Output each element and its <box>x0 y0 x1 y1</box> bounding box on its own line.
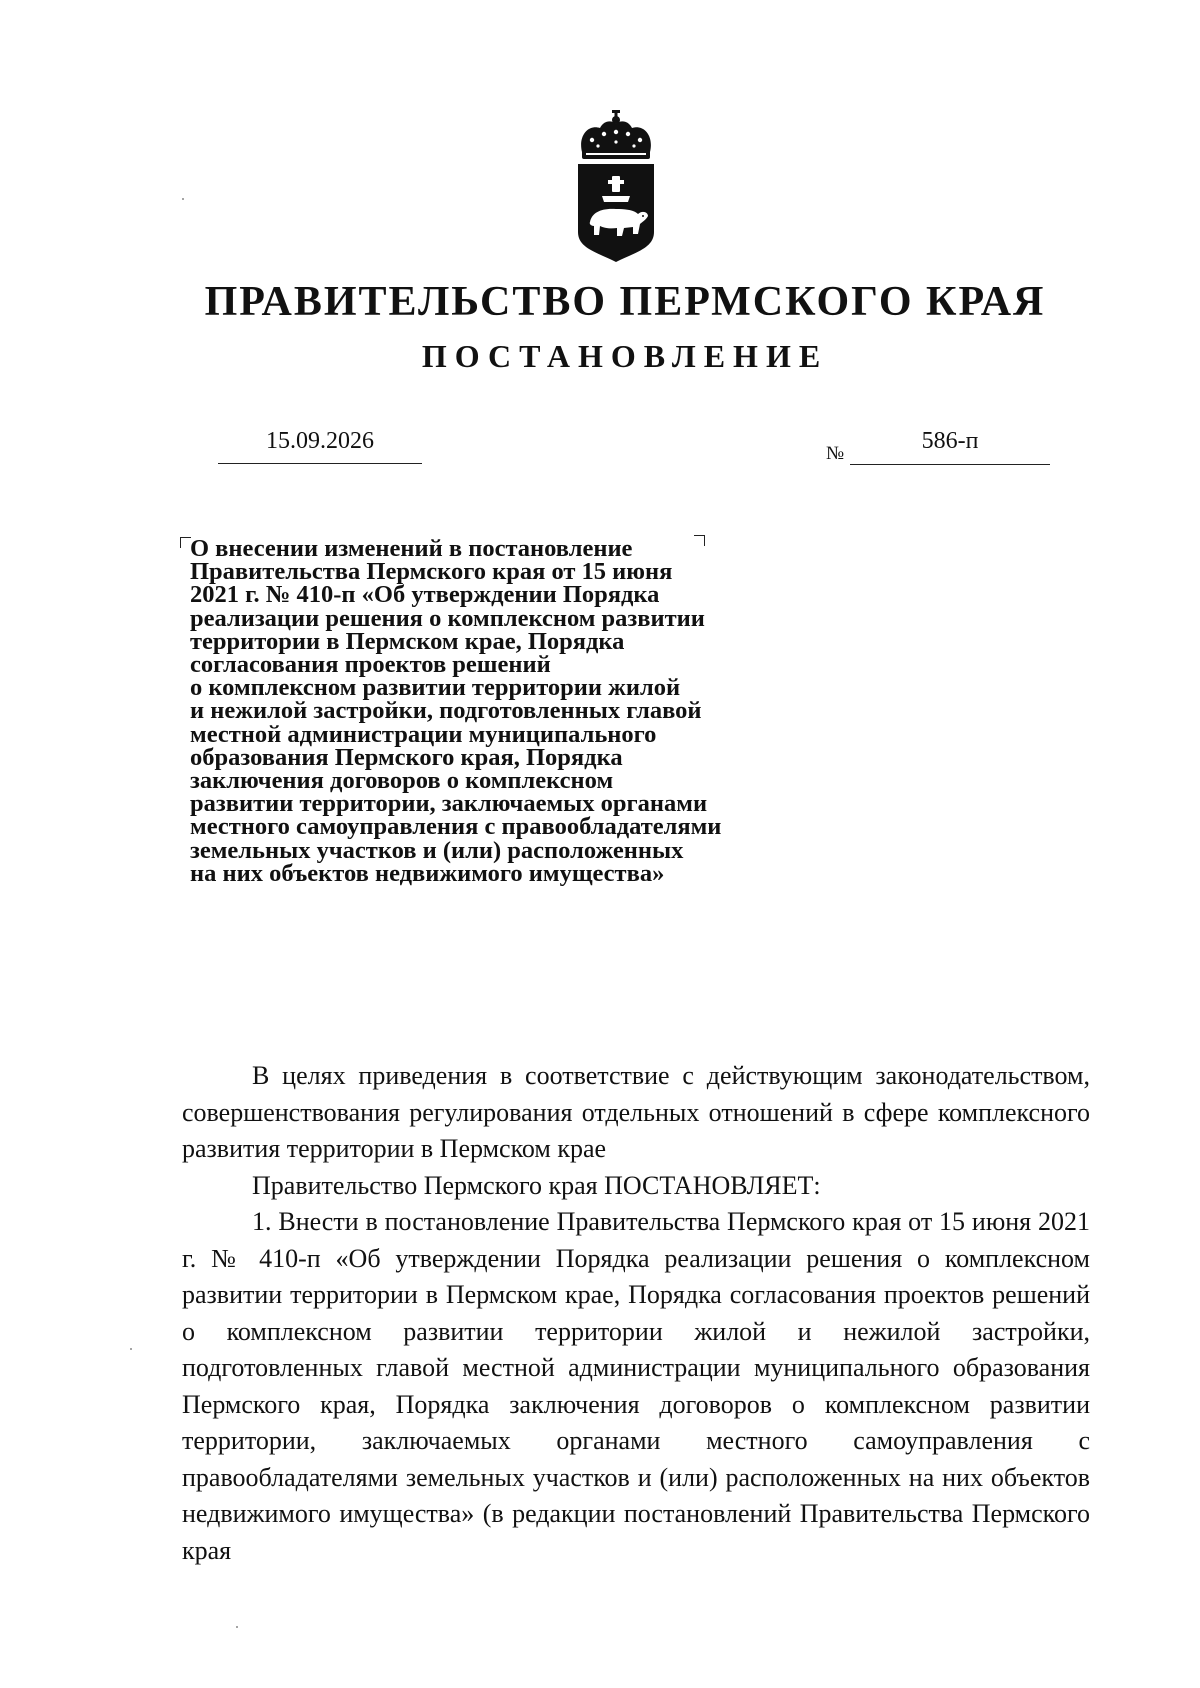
scan-speck <box>130 1348 132 1350</box>
document-body <box>182 1058 1090 1569</box>
body-paragraph: 1. Внести в постановление Правительства Пермского края от 15 июня 2021 г. № 410-п «Об утверждении Порядка реализации решения о комплексном развитии территории в Пермском крае, Порядка согласования проектов решений о комплексном развитии территории жилой и нежилой застройки, подготовленных главой местной администрации муниципального образования Пермского края, Порядка заключения договоров о комплексном развитии территории, заключаемых органами местного самоуправления с правообладателями земельных участков и (или) расположенных на них объектов недвижимого имущества» (в редакции постановлений Правительства Пермского края <box>182 1207 1090 1565</box>
scan-speck <box>236 1626 238 1628</box>
document-subject: О внесении изменений в постановление Правительства Пермского края от 15 июня 2021 г. № 410-п «Об утверждении Порядка реализации решения о комплексном развитии территории в Пермском крае, Порядка согласования проектов решений о комплексном развитии территории жилой и нежилой застройки, подготовленных главой местной администрации муниципального образования Пермского края, Порядка заключения договоров о комплексном развитии территории, заключаемых органами местного самоуправления с правообладателями земельных участков и (или) расположенных на них объектов недвижимого имущества» <box>190 535 722 887</box>
number-sign: № <box>826 443 845 464</box>
body-paragraph: В целях приведения в соответствие с действующим законодательством, совершенствования регулирования отдельных отношений в сфере комплексного развития территории в Пермском крае <box>182 1061 1090 1163</box>
document-number: 586-п <box>850 426 1050 465</box>
coat-of-arms-icon <box>572 110 660 262</box>
government-title: ПРАВИТЕЛЬСТВО ПЕРМСКОГО КРАЯ <box>204 279 1046 325</box>
body-paragraph: Правительство Пермского края ПОСТАНОВЛЯЕТ: <box>252 1170 821 1200</box>
document-date: 15.09.2026 <box>218 425 422 464</box>
document-type: ПОСТАНОВЛЕНИЕ <box>421 338 829 374</box>
scan-speck <box>182 198 184 200</box>
